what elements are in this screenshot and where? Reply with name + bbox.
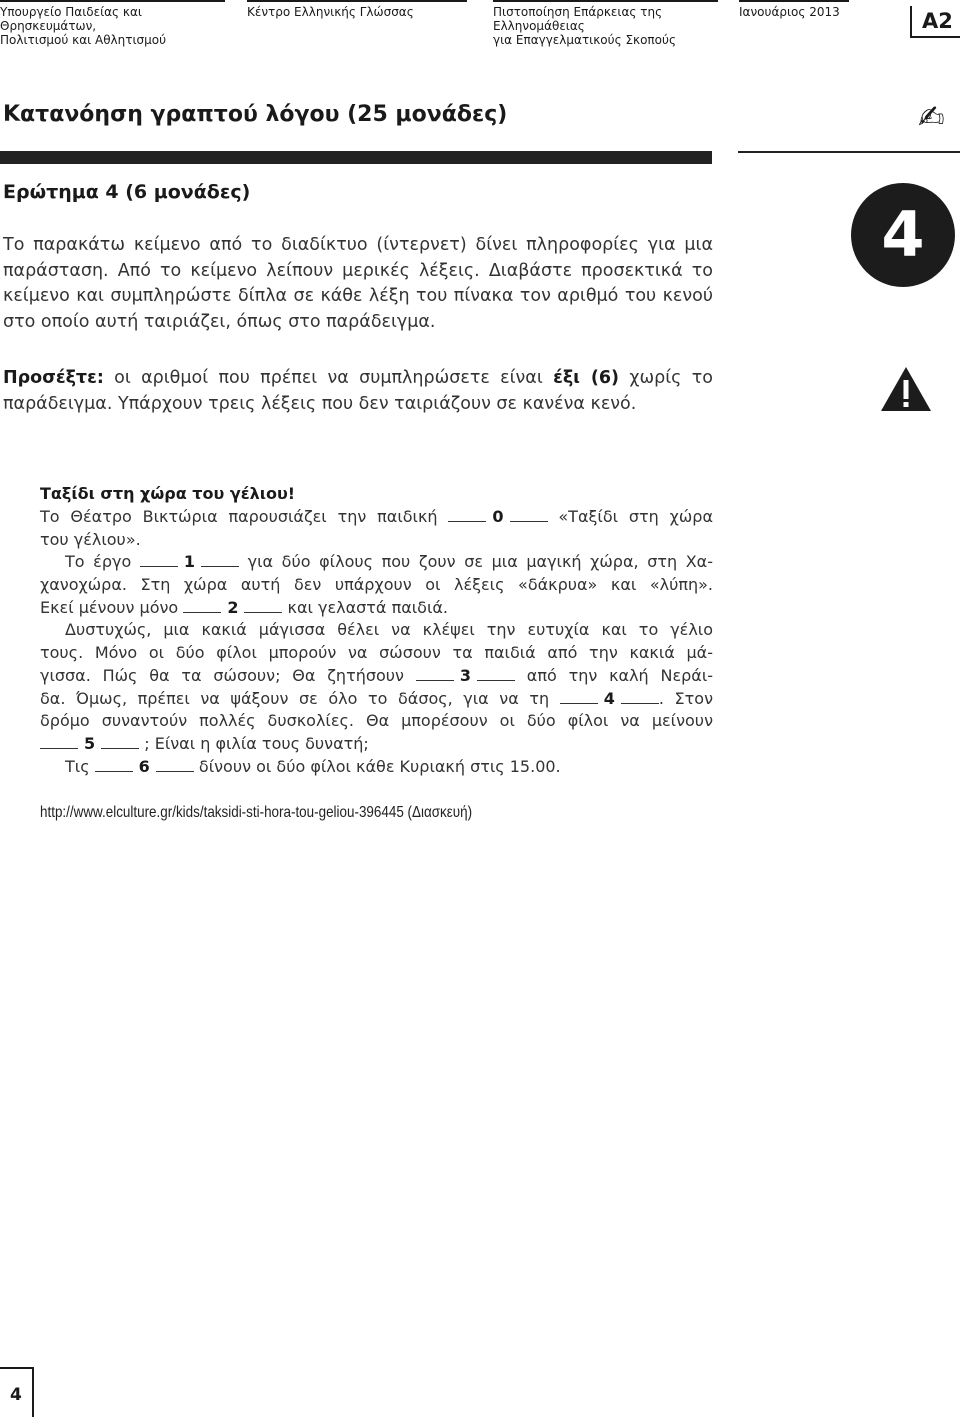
header-ministry-line2: Πολιτισμού και Αθλητισμού [0,33,167,47]
gap-number-0: 0 [492,507,504,526]
question-title: Ερώτημα 4 (6 μονάδες) [3,181,251,203]
header-center-line1: Κέντρο Ελληνικής Γλώσσας [247,5,414,19]
story-text-segment: ; Είναι η φιλία τους δυνατή; [144,733,369,753]
story-text [40,506,713,778]
section-divider-thin [738,151,960,153]
blank-line [156,759,194,772]
blank-line [201,554,239,567]
blank-line [140,554,178,567]
note-text-2: χωρίς το παράδειγμα. Υπάρχουν τρεις λέξεις που δεν ταιριάζουν σε κανένα κενό. [3,368,713,414]
blank-line [40,736,78,749]
level-code: Α2 [922,9,953,33]
blank-line [448,509,486,522]
blank-line [416,668,454,681]
story-text-segment: . Στον [658,688,714,708]
page-number: 4 [10,1385,22,1405]
story-text-segment: Τις [65,756,90,776]
note-label: Προσέξτε: [3,368,104,388]
story-text-segment: δίνουν οι δύο φίλοι κάθε Κυριακή στις 15.00. [198,756,561,776]
blank-line [244,600,282,613]
gap-number-5: 5 [84,733,96,753]
story-line [40,597,713,620]
story-line [40,756,713,779]
blank-line [621,691,659,704]
story-line: δρόμο συναντούν πολλές δυσκολίες. Θα μπορέσουν οι δύο φίλοι να μείνουν [40,711,713,731]
gap-number-3: 3 [459,665,471,685]
level-code-box [910,6,960,38]
header-center [247,0,467,19]
warning-icon [880,366,932,412]
story-line [40,506,713,529]
story-text-segment: και γελαστά παιδιά. [287,597,448,617]
source-link[interactable]: http://www.elculture.gr/kids/taksidi-sti-hora-tou-geliou-396445 (Διασκευή) [40,804,473,821]
story-line [40,665,713,688]
story-line: χανοχώρα. Στη χώρα αυτή δεν υπάρχουν οι λέξεις «δάκρυα» και «λύπη». [40,575,713,595]
question-number-badge: 4 [851,183,955,287]
header-certification-line1: Πιστοποίηση Επάρκειας της Ελληνομάθειας [493,5,663,33]
story-line [40,688,713,711]
blank-line [560,691,598,704]
instructions: Το παρακάτω κείμενο από το διαδίκτυο (ίντερνετ) δίνει πληροφορίες για μια παράσταση. Από το κείμενο λείπουν μερικές λέξεις. Διαβάστε προσεκτικά το κείμενο και συμπληρώστε δίπλα σε κάθε λέξη του πίνακα τον αριθμό του κενού στο οποίο αυτή ταιριάζει, όπως στο παράδειγμα. [3,235,713,332]
header-date [739,0,849,19]
header-ministry-line1: Υπουργείο Παιδείας και Θρησκευμάτων, [0,5,142,33]
story-text-segment: για δύο φίλους που ζουν σε μια μαγική χώρα, στη Χα- [247,552,714,572]
gap-number-6: 6 [138,756,150,776]
pen-icon: ✍ [918,98,945,136]
page-number-box [0,1367,34,1417]
blank-line [101,736,139,749]
note-bold: έξι (6) [553,368,620,388]
note-paragraph [3,366,713,417]
header-ministry [0,0,225,47]
gap-number-4: 4 [603,688,615,708]
header-date-text: Ιανουάριος 2013 [739,5,840,19]
blank-line [183,600,221,613]
header-certification-line2: για Επαγγελματικούς Σκοπούς [493,33,676,47]
story-text-segment: Το έργο [65,552,132,572]
blank-line [477,668,515,681]
story-line [40,733,713,756]
header-certification [493,0,718,47]
gap-number-1: 1 [183,552,196,572]
note-text-1: οι αριθμοί που πρέπει να συμπληρώσετε είναι [103,368,554,388]
story-text-segment: δα. Όμως, πρέπει να ψάξουν σε όλο το δάσος, για να τη [40,688,550,708]
story-text-segment: Εκεί μένουν μόνο [40,597,179,617]
story-line: Δυστυχώς, μια κακιά μάγισσα θέλει να κλέψει την ευτυχία και το γέλιο [65,620,713,640]
story-text-segment: Το Θέατρο Βικτώρια παρουσιάζει την παιδική [40,507,438,526]
story-text-segment: «Ταξίδι στη χώρα [558,507,713,526]
gap-number-2: 2 [227,597,239,617]
story-line: τους. Μόνο οι δύο φίλοι μπορούν να σώσουν τα παιδιά από την κακιά μά- [40,643,713,663]
section-divider-thick [0,151,712,164]
story-line [40,551,713,574]
blank-line [510,509,548,522]
story-title: Ταξίδι στη χώρα του γέλιου! [40,484,296,503]
section-title: Κατανόηση γραπτού λόγου (25 μονάδες) [3,102,508,127]
story-line: του γέλιου». [40,529,141,549]
story-text-segment: από την καλή Νεράι- [526,665,714,685]
story-text-segment: γισσα. Πώς θα τα σώσουν; Θα ζητήσουν [40,665,404,685]
blank-line [95,759,133,772]
